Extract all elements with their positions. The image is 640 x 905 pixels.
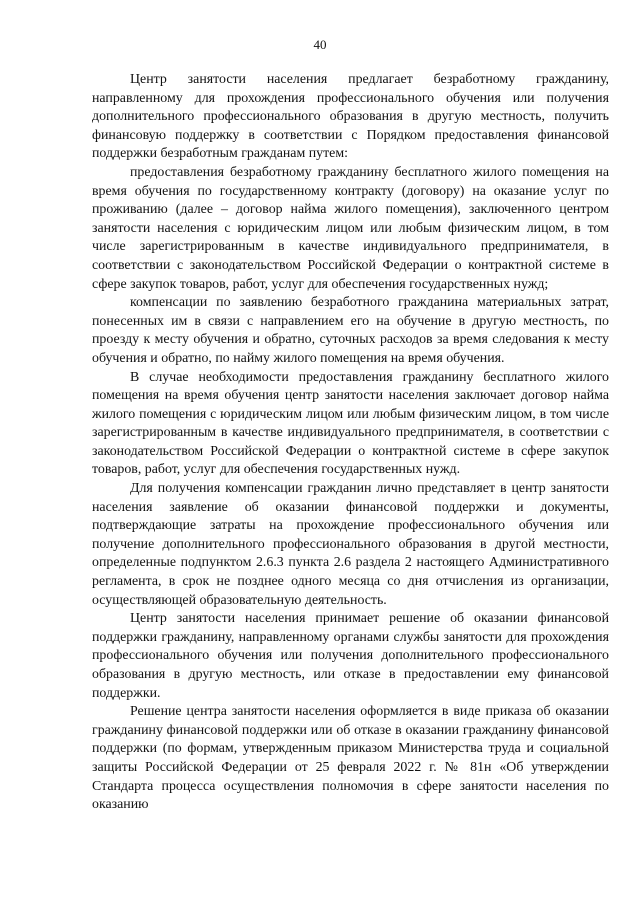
paragraph: В случае необходимости предоставления гражданину бесплатного жилого помещения на время обучения центр занятости населения заключает договор найма жилого помещения с юридическим лицом или любым физическим лицом, в том числе зарегистрированным в качестве индивидуального предпринимателя, в соответствии с законодательством Российской Федерации о контрактной системе в сфере закупок товаров, работ, услуг для обеспечения государственных нужд. (92, 369, 609, 478)
paragraph: Центр занятости населения предлагает безработному гражданину, направленному для прохождения профессионального обучения или получения дополнительного профессионального образования в другую местность, получить финансовую поддержку в соответствии с Порядком предоставления финансовой поддержки безработным гражданам путем: (92, 72, 609, 162)
paragraph: Решение центра занятости населения оформляется в виде приказа об оказании гражданину финансовой поддержки или об отказе в оказании гражданину финансовой поддержки (по формам, утвержденным приказом Министерства труда и социальной защиты Российской Федерации от 25 февраля 2022 г. № 81н «Об утверждении Стандарта процесса осуществления полномочия в сфере занятости населения по оказанию (92, 704, 609, 813)
page-number: 40 (313, 37, 327, 52)
document-body (92, 71, 609, 815)
paragraph: Для получения компенсации гражданин лично представляет в центр занятости населения заявление об оказании финансовой поддержки и документы, подтверждающие затраты на прохождение профессионального обучения или получение дополнительного профессионального образования в другой местности, определенные подпунктом 2.6.3 пункта 2.6 раздела 2 настоящего Административного регламента, в срок не позднее одного месяца со дня отчисления из организации, осуществляющей образовательную деятельность. (92, 481, 609, 608)
paragraph: Центр занятости населения принимает решение об оказании финансовой поддержки гражданину, направленному органами службы занятости для прохождения профессионального обучения или получения дополнительного профессионального образования в другую местность, или отказе в предоставлении ему финансовой поддержки. (92, 611, 609, 701)
paragraph: предоставления безработному гражданину бесплатного жилого помещения на время обучения по государственному контракту (договору) на оказание услуг по проживанию (далее – договор найма жилого помещения), заключенного центром занятости населения с юридическим лицом или любым физическим лицом, в том числе зарегистрированным в качестве индивидуального предпринимателя, в соответствии с законодательством Российской Федерации о контрактной системе в сфере закупок товаров, работ, услуг для обеспечения государственных нужд; (92, 164, 609, 292)
paragraph: компенсации по заявлению безработного гражданина материальных затрат, понесенных им в связи с направлением его на обучение в другую местность, по проезду к месту обучения и обратно, суточных расходов за время следования к месту обучения и обратно, по найму жилого помещения на время обучения. (92, 295, 609, 366)
